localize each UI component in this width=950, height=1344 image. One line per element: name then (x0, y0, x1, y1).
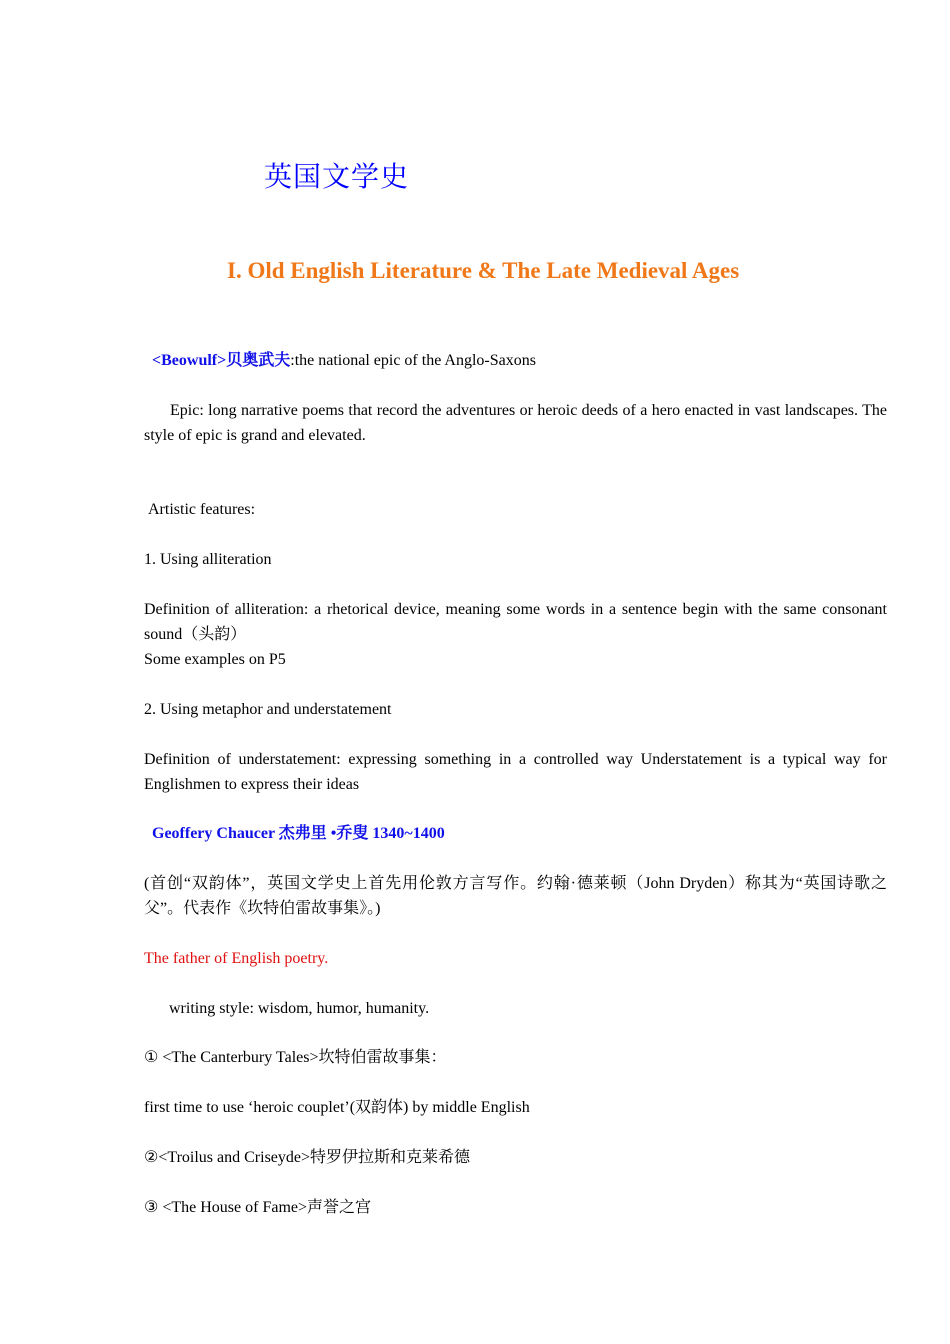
epic-definition: Epic: long narrative poems that record the adventures or heroic deeds of a hero enacted in vast landscapes. The style of epic is grand and elevated. (144, 402, 887, 444)
work-house-of-fame: ③ <The House of Fame>声誉之宫 (144, 1199, 372, 1216)
chaucer-heading: Geoffery Chaucer 杰弗里 •乔叟 1340~1400 (152, 825, 445, 842)
section-heading: I. Old English Literature & The Late Medieval Ages (227, 258, 740, 283)
examples-note: Some examples on P5 (144, 651, 286, 668)
heroic-couplet-note: first time to use ‘heroic couplet’(双韵体) by middle English (144, 1099, 530, 1116)
father-of-poetry: The father of English poetry. (144, 950, 329, 967)
work-troilus: ②<Troilus and Criseyde>特罗伊拉斯和克莱希德 (144, 1149, 471, 1166)
work-canterbury-tales: ① <The Canterbury Tales>坎特伯雷故事集： (144, 1049, 447, 1066)
understatement-definition: Definition of understatement: expressing something in a controlled way Understatement is a typical way for Englishmen to express their ideas (144, 751, 887, 793)
document-title: 英国文学史 (264, 162, 410, 193)
chaucer-note: (首创“双韵体”，英国文学史上首先用伦敦方言写作。约翰·德莱顿（John Dryden）称其为“英国诗歌之父”。代表作《坎特伯雷故事集》。) (144, 875, 887, 917)
beowulf-line (152, 348, 536, 373)
feature-metaphor: 2. Using metaphor and understatement (144, 701, 392, 718)
feature-alliteration: 1. Using alliteration (144, 551, 272, 568)
artistic-features-label: Artistic features: (148, 501, 256, 518)
beowulf-description: :the national epic of the Anglo-Saxons (290, 352, 536, 369)
beowulf-title: <Beowulf>贝奥武夫 (152, 352, 291, 369)
alliteration-definition: Definition of alliteration: a rhetorical device, meaning some words in a sentence begin with the same consonant sound（头韵） (144, 601, 887, 643)
writing-style: writing style: wisdom, humor, humanity. (169, 1000, 430, 1017)
